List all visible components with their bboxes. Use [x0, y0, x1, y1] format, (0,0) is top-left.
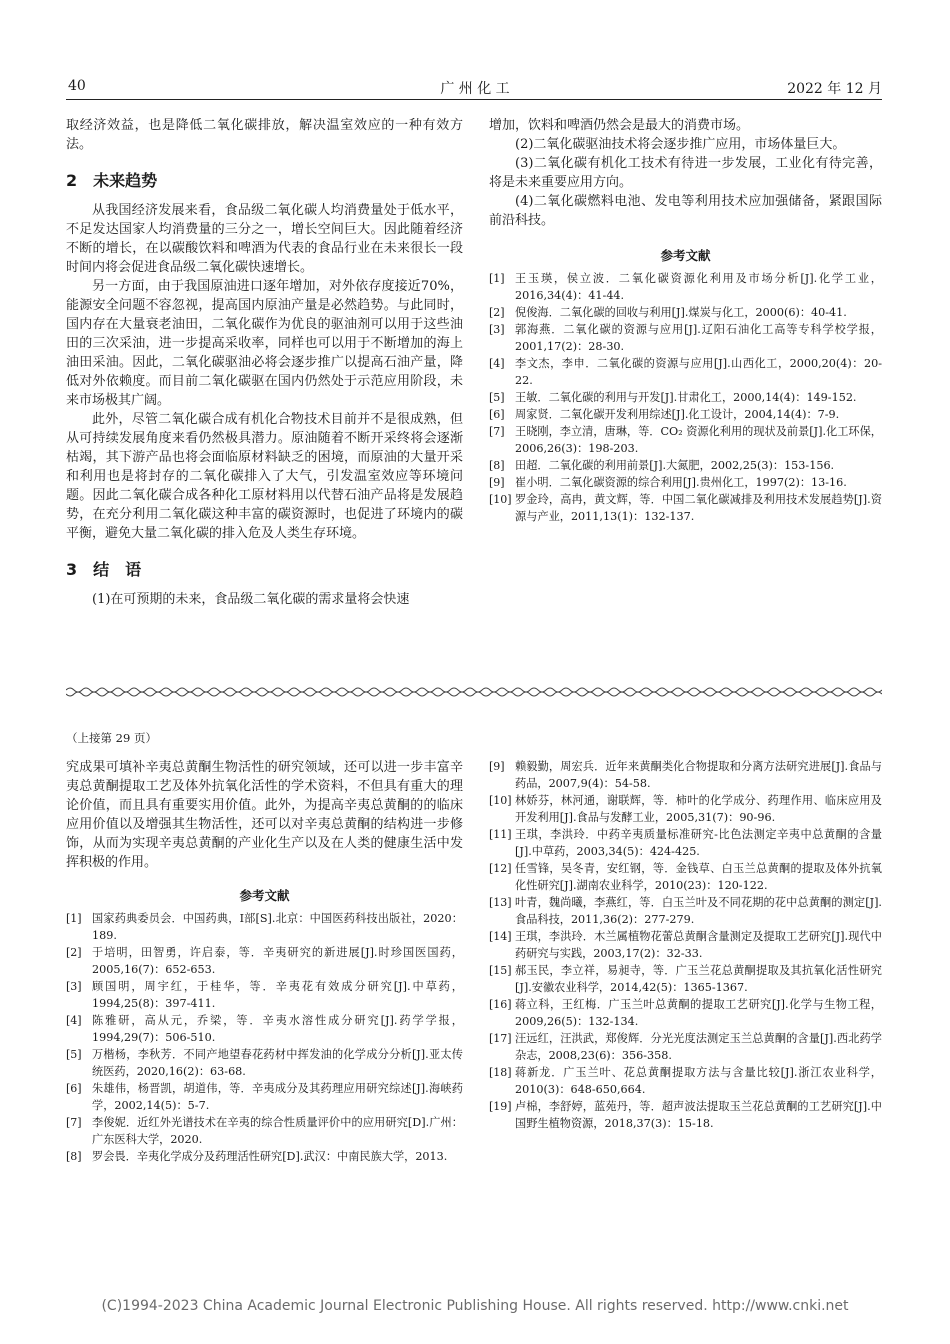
lower-left-column	[66, 758, 463, 1165]
reference-item: [8] 田超．二氧化碳的利用前景[J].大氮肥，2002,25(3)：153-156.	[489, 459, 835, 472]
paragraph: 此外，尽管二氧化碳合成有机化合物技术目前并不是很成熟，但从可持续发展角度来看仍然极具潜力。原油随着不断开采终将会逐渐枯竭，其下游产品也将会面临原材料缺乏的困境，而原油的大量开采和利用也是将封存的二氧化碳排入了大气，引发温室效应等环境问题。因此二氧化碳合成各种化工原材料用以代替石油产品将是发展趋势，在充分利用二氧化碳这种丰富的碳资源时，也促进了环境内的碳平衡，避免大量二氧化碳的排入危及人类生存环境。	[66, 412, 463, 541]
reference-item: [4] 李文杰，李申．二氧化碳的资源与应用[J].山西化工，2000,20(4)：20-22.	[489, 357, 882, 387]
reference-item: [10] 罗金玲，高冉，黄文辉，等．中国二氧化碳减排及利用技术发展趋势[J].资源与产业，2011,13(1)：132-137.	[489, 493, 882, 523]
reference-item: [18] 蒋新龙．广玉兰叶、花总黄酮提取方法与含量比较[J].浙江农业科学，2010(3)：648-650,664.	[489, 1066, 882, 1096]
section-heading-3: 3 结 语	[66, 560, 142, 579]
reference-item: [2] 倪俊海．二氧化碳的回收与利用[J].煤炭与化工，2000(6)：40-41.	[489, 306, 847, 319]
paragraph: 从我国经济发展来看，食品级二氧化碳人均消费量处于低水平，不足发达国家人均消费量的三分之一，增长空间巨大。因此随着经济不断的增长，在以碳酸饮料和啤酒为代表的食品行业在未来很长一段时间内将会促进食品级二氧化碳快速增长。	[66, 203, 463, 275]
reference-item: [11] 王琪，李洪玲．中药辛夷质量标准研究-比色法测定辛夷中总黄酮的含量[J].中草药，2003,34(5)：424-425.	[489, 828, 882, 858]
paragraph: 取经济效益，也是降低二氧化碳排放，解决温室效应的一种有效方法。	[66, 118, 463, 152]
copyright-footer: (C)1994-2023 China Academic Journal Electronic Publishing House. All rights reserved. http://www.cnki.net	[101, 1298, 849, 1314]
reference-item: [1] 国家药典委员会．中国药典，Ⅰ部[S].北京：中国医药科技出版社，2020：189.	[66, 912, 463, 942]
paragraph: (4)二氧化碳燃料电池、发电等利用技术应加强储备，紧跟国际前沿科技。	[489, 194, 882, 228]
page-number: 40	[68, 78, 86, 94]
reference-item: [4] 陈雅研，高从元，乔梁，等．辛夷水溶性成分研究[J].药学学报，1994,29(7)：506-510.	[66, 1014, 463, 1044]
reference-item: [5] 王敏．二氧化碳的利用与开发[J].甘肃化工，2000,14(4)：149-152.	[489, 391, 857, 404]
paragraph: 究成果可填补辛夷总黄酮生物活性的研究领域，还可以进一步丰富辛夷总黄酮提取工艺及体外抗氧化活性的学术资料，不但具有重大的理论价值，而且具有重要实用价值。此外，为提高辛夷总黄酮的的临床应用价值以及增强其生物活性，还可以对辛夷总黄酮的结构进一步修饰，从而为实现辛夷总黄酮的产业化生产以及在人类的健康生活中发挥积极的作用。	[66, 760, 463, 870]
issue-date: 2022 年 12 月	[787, 81, 882, 97]
reference-item: [7] 王晓刚，李立清，唐琳，等．CO₂ 资源化利用的现状及前景[J].化工环保，2006,26(3)：198-203.	[489, 425, 882, 455]
section-heading-2: 2 未来趋势	[66, 171, 158, 190]
reference-list	[66, 910, 463, 1165]
reference-item: [2] 于培明，田智勇，许启泰，等．辛夷研究的新进展[J].时珍国医国药，2005,16(7)：652-653.	[66, 946, 463, 976]
reference-item: [3] 顾国明，周宇红，于桂华，等．辛夷花有效成分研究[J].中草药，1994,25(8)：397-411.	[66, 980, 463, 1010]
reference-item: [10] 林娇芬，林河通，谢联辉，等．柿叶的化学成分、药理作用、临床应用及开发利用[J].食品与发酵工业，2005,31(7)：90-96.	[489, 794, 882, 824]
reference-item: [6] 朱雄伟，杨晋凯，胡道伟，等．辛夷成分及其药理应用研究综述[J].海峡药学，2002,14(5)：5-7.	[66, 1082, 463, 1112]
paragraph: (2)二氧化碳驱油技术将会逐步推广应用，市场体量巨大。	[515, 137, 846, 152]
reference-item: [12] 任雪锋，吴冬青，安红钢，等．金钱草、白玉兰总黄酮的提取及体外抗氧化性研究[J].湖南农业科学，2010(23)：120-122.	[489, 862, 882, 892]
references-title: 参考文献	[239, 888, 290, 903]
reference-item: [9] 崔小明．二氧化碳资源的综合利用[J].贵州化工，1997(2)：13-16.	[489, 476, 847, 489]
lower-right-column	[489, 758, 882, 1132]
reference-item: [5] 万楷杨，李秋芳．不同产地望春花药材中挥发油的化学成分分析[J].亚太传统医药，2020,16(2)：63-68.	[66, 1048, 463, 1078]
reference-item: [15] 郝玉民，李立祥，易昶寺，等．广玉兰花总黄酮提取及其抗氧化活性研究[J].安徽农业科学，2014,42(5)：1365-1367.	[489, 964, 882, 994]
reference-item: [17] 汪远红，汪洪武，郑俊辉．分光光度法测定玉兰总黄酮的含量[J].西北药学杂志，2008,23(6)：356-358.	[489, 1032, 882, 1062]
paragraph: (3)二氧化碳有机化工技术有待进一步发展，工业化有待完善，将是未来重要应用方向。	[489, 156, 882, 190]
references-title: 参考文献	[660, 248, 711, 263]
reference-item: [3] 郭海燕．二氧化碳的资源与应用[J].辽阳石油化工高等专科学校学报，2001,17(2)：28-30.	[489, 323, 882, 353]
paragraph: 另一方面，由于我国原油进口逐年增加，对外依存度接近70%，能源安全问题不容忽视，提高国内原油产量是必然趋势。与此同时，国内存在大量衰老油田，二氧化碳作为优良的驱油剂可以用于这些油田的三次采油，进一步提高采收率，同样也可以用于不断增加的海上油田采油。因此，二氧化碳驱油必将会逐步推广以提高石油产量，降低对外依赖度。而目前二氧化碳驱在国内仍然处于示范应用阶段，未来市场极其广阔。	[66, 279, 463, 408]
reference-item: [1] 王玉瑛，侯立波．二氧化碳资源化利用及市场分析[J].化学工业，2016,34(4)：41-44.	[489, 272, 882, 302]
reference-list	[489, 270, 882, 525]
continued-from-note: （上接第 29 页）	[66, 731, 157, 745]
reference-item: [8] 罗会畏．辛夷化学成分及药理活性研究[D].武汉：中南民族大学，2013.	[66, 1150, 448, 1163]
upper-right-column	[489, 116, 882, 525]
upper-left-column	[66, 116, 463, 609]
reference-item: [9] 赖毅勤，周宏兵．近年来黄酮类化合物提取和分离方法研究进展[J].食品与药品，2007,9(4)：54-58.	[489, 760, 882, 790]
reference-item: [7] 李俊妮．近红外光谱技术在辛夷的综合性质量评价中的应用研究[D].广州：广东医科大学，2020.	[66, 1116, 463, 1146]
reference-item: [16] 蒋立科，王红梅．广玉兰叶总黄酮的提取工艺研究[J].化学与生物工程，2009,26(5)：132-134.	[489, 998, 882, 1028]
reference-list	[489, 758, 882, 1132]
reference-item: [19] 卢棉，李舒婷，蓝苑丹，等．超声波法提取玉兰花总黄酮的工艺研究[J].中国野生植物资源，2018,37(3)：15-18.	[489, 1100, 882, 1130]
wave-divider	[66, 686, 882, 698]
journal-title: 广 州 化 工	[440, 81, 510, 97]
reference-item: [6] 周家贤．二氧化碳开发利用综述[J].化工设计，2004,14(4)：7-9.	[489, 408, 840, 421]
paragraph: (1)在可预期的未来，食品级二氧化碳的需求量将会快速	[92, 592, 410, 607]
reference-item: [13] 叶青，魏尚曦，李燕红，等．白玉兰叶及不同花期的花中总黄酮的测定[J].食品科技，2011,36(2)：277-279.	[489, 896, 882, 926]
reference-item: [14] 王琪，李洪玲．木兰属植物花蕾总黄酮含量测定及提取工艺研究[J].现代中药研究与实践，2003,17(2)：32-33.	[489, 930, 882, 960]
header-rule	[66, 99, 882, 100]
paragraph: 增加，饮料和啤酒仍然会是最大的消费市场。	[489, 118, 750, 133]
